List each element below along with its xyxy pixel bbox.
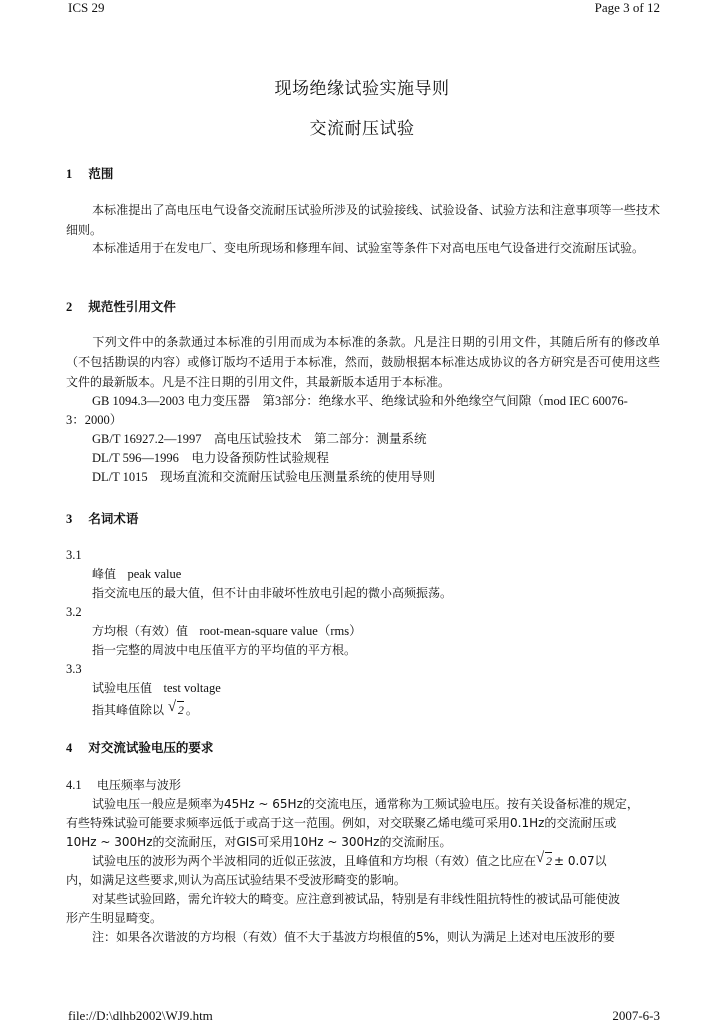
term-chinese: 试验电压值 <box>92 681 153 695</box>
term-3-2-number: 3.2 <box>66 605 82 619</box>
reference-2: GB/T 16927.2—1997 高电压试验技术 第二部分：测量系统 <box>92 432 427 446</box>
sqrt-symbol: √ 2 <box>538 851 552 871</box>
section-4-para-2-line-2: 内，如满足这些要求,则认为高压试验结果不受波形畸变的影响。 <box>66 873 406 887</box>
term-3-1-name <box>92 564 181 584</box>
footer-date: 2007-6-3 <box>612 1008 660 1023</box>
term-3-3-number: 3.3 <box>66 662 82 676</box>
section-number: 4 <box>66 741 73 755</box>
reference-4: DL/T 1015 现场直流和交流耐压试验电压测量系统的使用导则 <box>92 470 436 484</box>
term-chinese: 峰值 <box>92 567 117 581</box>
term-3-3-definition <box>92 700 198 720</box>
section-number: 1 <box>66 167 73 181</box>
section-4-para-1-line-1: 试验电压一般应是频率为45Hz ~ 65Hz的交流电压，通常称为工频试验电压。按有关设备标准的规定， <box>92 797 639 811</box>
term-english: peak value <box>127 567 182 581</box>
section-title: 名词术语 <box>88 511 139 526</box>
section-4-para-3-line-1: 对某些试验回路，需允许较大的畸变。应注意到被试品，特别是有非线性阻抗特性的被试品可能使波 <box>92 892 621 906</box>
section-4-para-2-line-1 <box>92 851 607 871</box>
paragraph-text: 本标准适用于在发电厂、变电所现场和修理车间、试验室等条件下对高电压电气设备进行交流耐压试验。 <box>92 241 645 255</box>
section-3-heading <box>66 509 138 527</box>
reference-1-line-2: 3：2000） <box>66 413 123 427</box>
term-chinese: 方均根（有效）值 <box>92 624 189 638</box>
term-3-2-definition: 指一完整的周波中电压值平方的平均值的平方根。 <box>92 643 357 657</box>
section-title: 范围 <box>88 166 114 181</box>
document-subtitle: 交流耐压试验 <box>309 119 415 139</box>
paragraph-text-tail: ± 0.07以 <box>554 854 607 868</box>
section-2-paragraph-1 <box>66 332 660 392</box>
section-title: 规范性引用文件 <box>88 299 176 314</box>
term-3-1-definition: 指交流电压的最大值，但不计由非破坏性放电引起的微小高频振荡。 <box>92 586 453 600</box>
section-2-heading <box>66 297 176 315</box>
subsection-number: 4.1 <box>66 778 82 792</box>
section-4-para-1-line-2: 有些特殊试验可能要求频率远低于或高于这一范围。例如，对交联聚乙烯电缆可采用0.1Hz的交流耐压或 <box>66 816 617 830</box>
section-number: 2 <box>66 300 73 314</box>
section-1-paragraph-1 <box>66 200 660 240</box>
paragraph-text: 下列文件中的条款通过本标准的引用而成为本标准的条款。凡是注日期的引用文件，其随后所有的修改单（不包括勘误的内容）或修订版均不适用于本标准，然而，鼓励根据本标准达成协议的各方研究是否可使用这些文件的最新版本。凡是不注日期的引用文件，其最新版本适用于本标准。 <box>66 335 660 389</box>
document-title: 现场绝缘试验实施导则 <box>274 79 450 99</box>
definition-text: 指其峰值除以 <box>92 703 165 717</box>
section-4-heading <box>66 738 213 756</box>
term-3-1-number: 3.1 <box>66 548 82 562</box>
section-1-paragraph-2 <box>66 238 660 258</box>
paragraph-text: 试验电压的波形为两个半波相同的近似正弦波，且峰值和方均根（有效）值之比应在 <box>92 854 537 868</box>
footer-file-path: file://D:\dlhb2002\WJ9.htm <box>68 1008 213 1023</box>
definition-end: 。 <box>185 703 198 717</box>
term-english: root-mean-square value（rms） <box>199 624 362 638</box>
section-title: 对交流试验电压的要求 <box>88 740 214 755</box>
section-number: 3 <box>66 512 73 526</box>
reference-3: DL/T 596—1996 电力设备预防性试验规程 <box>92 451 329 465</box>
subsection-4-1-heading <box>66 775 181 795</box>
header-left: ICS 29 <box>68 0 105 15</box>
page-number: Page 3 of 12 <box>594 0 660 15</box>
subsection-title: 电压频率与波形 <box>96 778 181 792</box>
section-1-heading <box>66 164 113 182</box>
term-english: test voltage <box>163 681 221 695</box>
section-4-para-1-line-3: 10Hz ~ 300Hz的交流耐压，对GIS可采用10Hz ~ 300Hz的交流耐压。 <box>66 835 452 849</box>
section-4-note-line-1: 注：如果各次谐波的方均根（有效）值不大于基波方均根值的5%，则认为满足上述对电压波形的要 <box>92 930 616 944</box>
term-3-3-name <box>92 678 221 698</box>
sqrt-symbol: √ 2 <box>170 700 184 720</box>
term-3-2-name <box>92 621 362 641</box>
reference-1-line-1: GB 1094.3—2003 电力变压器 第3部分：绝缘水平、绝缘试验和外绝缘空气间隙（mod IEC 60076- <box>92 394 628 408</box>
paragraph-text: 本标准提出了高电压电气设备交流耐压试验所涉及的试验接线、试验设备、试验方法和注意事项等一些技术细则。 <box>66 203 660 237</box>
section-4-para-3-line-2: 形产生明显畸变。 <box>66 911 163 925</box>
